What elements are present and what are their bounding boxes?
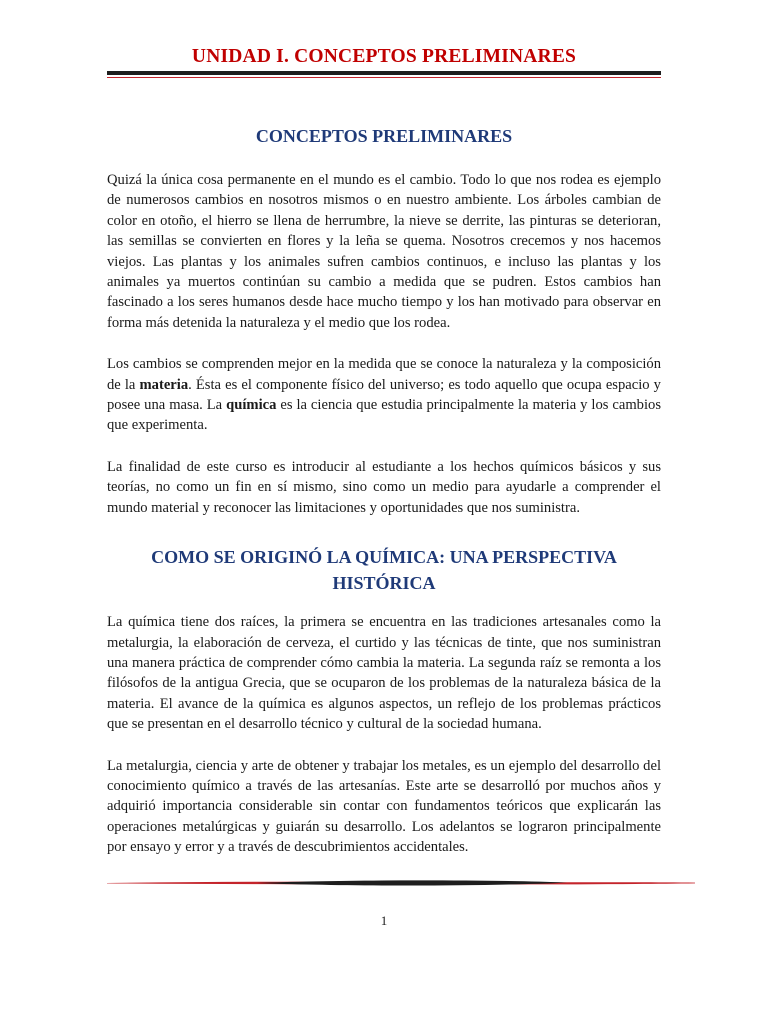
paragraph-materia xyxy=(107,354,661,436)
paragraph-materia-part-e: es la ciencia que estudia principalmente la materia y los cambios que experimenta. xyxy=(107,397,662,434)
term-quimica: química xyxy=(226,397,277,414)
footer-brush-rule xyxy=(107,878,695,888)
section-title-origen-line1: COMO SE ORIGINÓ LA QUÍMICA: UNA PERSPECTIVA xyxy=(151,547,617,568)
section-title-origen-line2: HISTÓRICA xyxy=(332,573,436,594)
paragraph-materia-part-c: . Ésta es el componente físico del universo; es todo aquello que ocupa espacio y posee una masa. La xyxy=(107,376,661,414)
paragraph-finalidad: La finalidad de este curso es introducir al estudiante a los hechos químicos básicos y sus teorías, no como un fin en sí mismo, sino como un medio para ayudarle a comprender el mundo material y reconocer las limitaciones y oportunidades que nos suministra. xyxy=(107,458,661,516)
paragraph-materia-part-a: Los cambios se comprenden mejor en la medida que se conoce la naturaleza y la composición de la xyxy=(107,356,661,393)
section-title-conceptos xyxy=(107,123,661,149)
paragraph-cambio: Quizá la única cosa permanente en el mundo es el cambio. Todo lo que nos rodea es ejemplo de numerosos cambios en nosotros mismos o en nuestro ambiente. Los árboles cambian de color en otoño, el hierro se llena de herrumbre, la nieve se derrite, las pinturas se deterioran, las semillas se convierten en flores y la leña se quema. Nosotros crecemos y nos hacemos viejos. Las plantas y los animales sufren cambios continuos, e incluso las plantas y los animales ya muertos continúan su cambio a medida que se pudren. Estos cambios han fascinado a los seres humanos desde hace mucho tiempo y los han motivado para observar en forma más detenida la naturaleza y el medio que los rodea. xyxy=(107,172,661,331)
header-rule-thick xyxy=(107,71,661,75)
paragraph-raices: La química tiene dos raíces, la primera se encuentra en las tradiciones artesanales como la metalurgia, la elaboración de cerveza, el curtido y las técnicas de tinte, que nos suministran una manera práctica de comprender cómo cambia la materia. La segunda raíz se remonta a los filósofos de la antigua Grecia, que se ocuparon de los problemas de la naturaleza básica de la materia. El avance de la química es algunos aspectos, un reflejo de los problemas prácticos que se presentan en el desarrollo técnico y cultural de la sociedad humana. xyxy=(107,614,661,733)
page-header-title: UNIDAD I. CONCEPTOS PRELIMINARES xyxy=(191,46,577,67)
footer-rule-dark-stroke xyxy=(257,880,567,885)
header-rule-thin xyxy=(107,77,661,79)
term-materia: materia xyxy=(139,376,189,393)
paragraph-metalurgia: La metalurgia, ciencia y arte de obtener y trabajar los metales, es un ejemplo del desarrollo del conocimiento químico a través de las artesanías. Este arte se desarrolló por muchos años y adquirió importancia considerable sin contar con fundamentos teóricos que explicarán las operaciones metalúrgicas y guiarán su desarrollo. Los adelantos se lograron principalmente por ensayo y error y a través de descubrimientos accidentales. xyxy=(107,757,661,856)
section-title-conceptos-text: CONCEPTOS PRELIMINARES xyxy=(255,126,513,146)
document-body xyxy=(107,123,661,858)
section-title-origen xyxy=(107,544,661,596)
page-number: 1 xyxy=(380,913,388,928)
